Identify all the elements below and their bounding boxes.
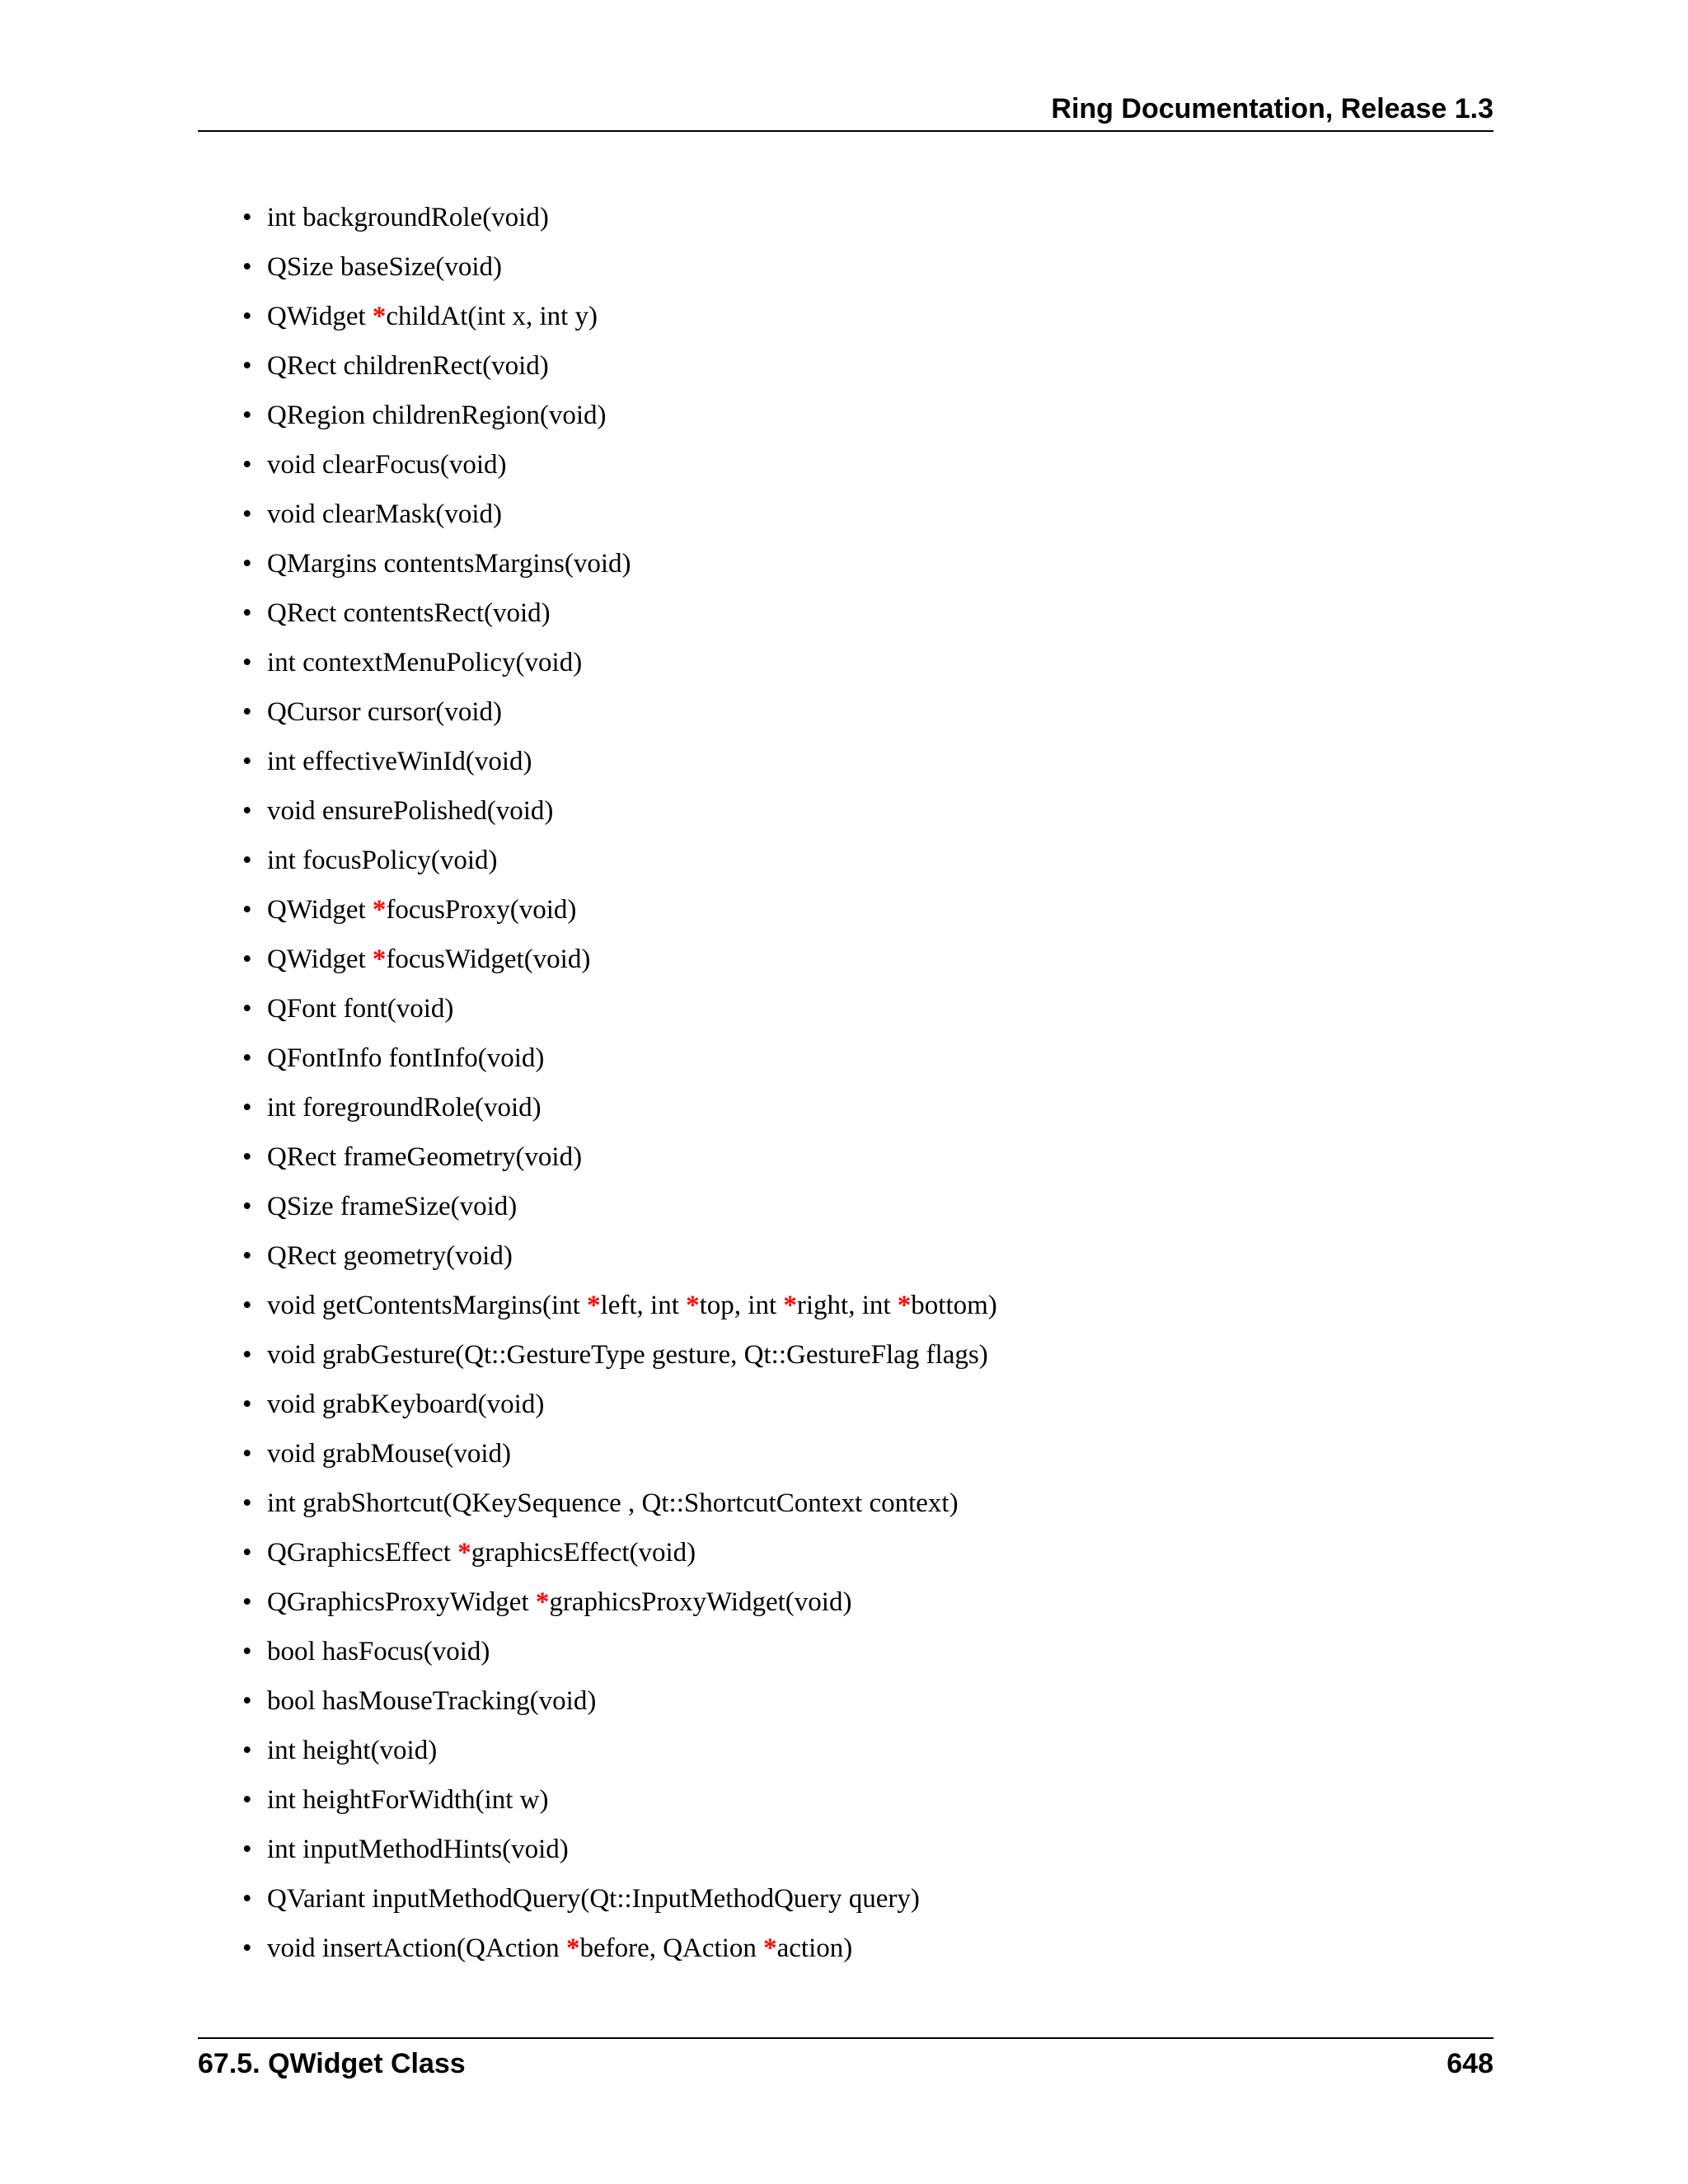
- list-item: [242, 1629, 997, 1678]
- signature-text: void clearFocus(void): [267, 450, 507, 480]
- pointer-star: *: [565, 1933, 580, 1963]
- bullet-icon: •: [242, 1241, 252, 1271]
- signature-text: focusProxy(void): [386, 895, 577, 925]
- signature-text: QRect geometry(void): [267, 1241, 513, 1271]
- bullet-icon: •: [242, 747, 252, 776]
- method-signature: [267, 1093, 542, 1122]
- method-signature: [267, 895, 576, 925]
- pointer-star: *: [763, 1933, 777, 1963]
- method-signature: [267, 1538, 696, 1568]
- signature-text: void grabKeyboard(void): [267, 1390, 545, 1419]
- list-item: [242, 1381, 997, 1431]
- header-title: Ring Documentation, Release 1.3: [1051, 93, 1493, 124]
- signature-text: graphicsEffect(void): [471, 1538, 696, 1568]
- list-item: [242, 343, 997, 392]
- list-item: [242, 1530, 997, 1579]
- list-item: [242, 1826, 997, 1876]
- signature-text: int foregroundRole(void): [267, 1093, 542, 1122]
- list-item: [242, 837, 997, 887]
- bullet-icon: •: [242, 549, 252, 579]
- list-item: [242, 244, 997, 293]
- list-item: [242, 1183, 997, 1233]
- bullet-icon: •: [242, 1538, 252, 1568]
- signature-text: QCursor cursor(void): [267, 697, 503, 727]
- bullet-icon: •: [242, 1884, 252, 1914]
- signature-text: void ensurePolished(void): [267, 796, 554, 826]
- signature-text: left, int: [600, 1291, 687, 1320]
- signature-text: int effectiveWinId(void): [267, 747, 532, 776]
- list-item: [242, 293, 997, 343]
- signature-text: bool hasMouseTracking(void): [267, 1686, 597, 1716]
- pointer-star: *: [897, 1291, 912, 1320]
- list-item: [242, 1777, 997, 1826]
- signature-text: int heightForWidth(int w): [267, 1785, 549, 1815]
- method-signature: [267, 944, 590, 974]
- signature-text: QFontInfo fontInfo(void): [267, 1043, 545, 1073]
- pointer-star: *: [535, 1587, 550, 1617]
- bullet-icon: •: [242, 1488, 252, 1518]
- bullet-icon: •: [242, 994, 252, 1024]
- bullet-icon: •: [242, 1439, 252, 1469]
- method-signature: [267, 203, 549, 232]
- method-signature: [267, 747, 532, 776]
- method-signature: [267, 351, 549, 381]
- list-item: [242, 194, 997, 244]
- signature-text: void grabGesture(Qt::GestureType gesture, Qt::GestureFlag flags): [267, 1340, 988, 1370]
- bullet-icon: •: [242, 450, 252, 480]
- method-signature: [267, 1884, 920, 1914]
- list-item: [242, 442, 997, 491]
- method-signature: [267, 796, 553, 826]
- bullet-icon: •: [242, 1142, 252, 1172]
- signature-text: before, QAction: [579, 1933, 764, 1963]
- bullet-icon: •: [242, 252, 252, 282]
- method-signature: [267, 1835, 569, 1864]
- list-item: [242, 689, 997, 738]
- bullet-icon: •: [242, 1192, 252, 1221]
- page-number: 648: [1447, 2048, 1493, 2079]
- bullet-icon: •: [242, 648, 252, 677]
- method-signature: [267, 549, 631, 579]
- method-signature: [267, 1587, 851, 1617]
- signature-text: QRegion childrenRegion(void): [267, 401, 607, 430]
- list-item: [242, 1925, 997, 1975]
- list-item: [242, 887, 997, 936]
- bullet-icon: •: [242, 944, 252, 974]
- signature-text: int grabShortcut(QKeySequence , Qt::ShortcutContext context): [267, 1488, 959, 1518]
- pointer-star: *: [686, 1291, 700, 1320]
- method-signature: [267, 697, 502, 727]
- list-item: [242, 590, 997, 640]
- signature-text: int inputMethodHints(void): [267, 1835, 569, 1864]
- page-header: [198, 89, 1493, 132]
- bullet-icon: •: [242, 1785, 252, 1815]
- signature-text: QSize baseSize(void): [267, 252, 502, 282]
- signature-text: void grabMouse(void): [267, 1439, 512, 1469]
- signature-text: bool hasFocus(void): [267, 1637, 490, 1666]
- method-signature: [267, 1043, 544, 1073]
- bullet-icon: •: [242, 401, 252, 430]
- method-signature: [267, 1340, 988, 1370]
- list-item: [242, 1085, 997, 1134]
- signature-text: int backgroundRole(void): [267, 203, 549, 232]
- method-signature: [267, 598, 551, 628]
- list-item: [242, 1332, 997, 1381]
- list-item: [242, 1431, 997, 1480]
- bullet-icon: •: [242, 598, 252, 628]
- signature-text: void getContentsMargins(int: [267, 1291, 588, 1320]
- method-signature: [267, 302, 598, 331]
- method-signature: [267, 994, 453, 1024]
- method-list: [242, 194, 997, 1975]
- list-item: [242, 392, 997, 442]
- signature-text: bottom): [911, 1291, 997, 1320]
- pointer-star: *: [372, 944, 387, 974]
- signature-text: int height(void): [267, 1736, 438, 1765]
- signature-text: QMargins contentsMargins(void): [267, 549, 631, 579]
- signature-text: int focusPolicy(void): [267, 846, 498, 875]
- signature-text: QWidget: [267, 944, 373, 974]
- bullet-icon: •: [242, 1587, 252, 1617]
- footer-section-title: 67.5. QWidget Class: [198, 2048, 466, 2079]
- bullet-icon: •: [242, 302, 252, 331]
- bullet-icon: •: [242, 1043, 252, 1073]
- bullet-icon: •: [242, 1637, 252, 1666]
- method-signature: [267, 1933, 852, 1963]
- bullet-icon: •: [242, 1686, 252, 1716]
- signature-text: QRect childrenRect(void): [267, 351, 549, 381]
- signature-text: focusWidget(void): [386, 944, 591, 974]
- signature-text: int contextMenuPolicy(void): [267, 648, 583, 677]
- list-item: [242, 788, 997, 837]
- page-footer: [198, 2037, 1493, 2088]
- list-item: [242, 1876, 997, 1925]
- list-item: [242, 1282, 997, 1332]
- method-signature: [267, 1192, 517, 1221]
- list-item: [242, 738, 997, 788]
- method-signature: [267, 1488, 959, 1518]
- method-signature: [267, 846, 498, 875]
- signature-text: top, int: [699, 1291, 784, 1320]
- list-item: [242, 491, 997, 541]
- list-item: [242, 1035, 997, 1085]
- method-signature: [267, 1736, 437, 1765]
- method-signature: [267, 401, 607, 430]
- method-signature: [267, 1439, 511, 1469]
- signature-text: QFont font(void): [267, 994, 454, 1024]
- list-item: [242, 1480, 997, 1530]
- bullet-icon: •: [242, 1340, 252, 1370]
- list-item: [242, 986, 997, 1035]
- list-item: [242, 1727, 997, 1777]
- signature-text: QGraphicsProxyWidget: [267, 1587, 536, 1617]
- signature-text: QGraphicsEffect: [267, 1538, 458, 1568]
- list-item: [242, 1678, 997, 1727]
- bullet-icon: •: [242, 1093, 252, 1122]
- method-signature: [267, 1785, 548, 1815]
- method-signature: [267, 1142, 582, 1172]
- method-signature: [267, 1686, 596, 1716]
- method-signature: [267, 1390, 544, 1419]
- signature-text: QRect contentsRect(void): [267, 598, 551, 628]
- bullet-icon: •: [242, 203, 252, 232]
- method-signature: [267, 252, 502, 282]
- list-item: [242, 1233, 997, 1282]
- pointer-star: *: [372, 895, 387, 925]
- signature-text: QVariant inputMethodQuery(Qt::InputMethodQuery query): [267, 1884, 920, 1914]
- signature-text: QSize frameSize(void): [267, 1192, 518, 1221]
- bullet-icon: •: [242, 846, 252, 875]
- signature-text: QRect frameGeometry(void): [267, 1142, 583, 1172]
- signature-text: QWidget: [267, 302, 373, 331]
- signature-text: QWidget: [267, 895, 373, 925]
- bullet-icon: •: [242, 1291, 252, 1320]
- bullet-icon: •: [242, 351, 252, 381]
- method-signature: [267, 450, 507, 480]
- list-item: [242, 640, 997, 689]
- bullet-icon: •: [242, 697, 252, 727]
- method-signature: [267, 1637, 490, 1666]
- bullet-icon: •: [242, 1933, 252, 1963]
- bullet-icon: •: [242, 499, 252, 529]
- pointer-star: *: [457, 1538, 471, 1568]
- signature-text: childAt(int x, int y): [386, 302, 598, 331]
- signature-text: void insertAction(QAction: [267, 1933, 566, 1963]
- bullet-icon: •: [242, 796, 252, 826]
- pointer-star: *: [372, 302, 387, 331]
- pointer-star: *: [587, 1291, 601, 1320]
- pointer-star: *: [783, 1291, 797, 1320]
- list-item: [242, 541, 997, 590]
- list-item: [242, 1579, 997, 1629]
- list-item: [242, 1134, 997, 1183]
- bullet-icon: •: [242, 895, 252, 925]
- bullet-icon: •: [242, 1390, 252, 1419]
- signature-text: graphicsProxyWidget(void): [549, 1587, 852, 1617]
- signature-text: action): [776, 1933, 853, 1963]
- method-signature: [267, 499, 502, 529]
- signature-text: void clearMask(void): [267, 499, 502, 529]
- list-item: [242, 936, 997, 986]
- method-signature: [267, 1291, 997, 1320]
- signature-text: right, int: [796, 1291, 898, 1320]
- bullet-icon: •: [242, 1736, 252, 1765]
- method-signature: [267, 1241, 513, 1271]
- method-signature: [267, 648, 582, 677]
- bullet-icon: •: [242, 1835, 252, 1864]
